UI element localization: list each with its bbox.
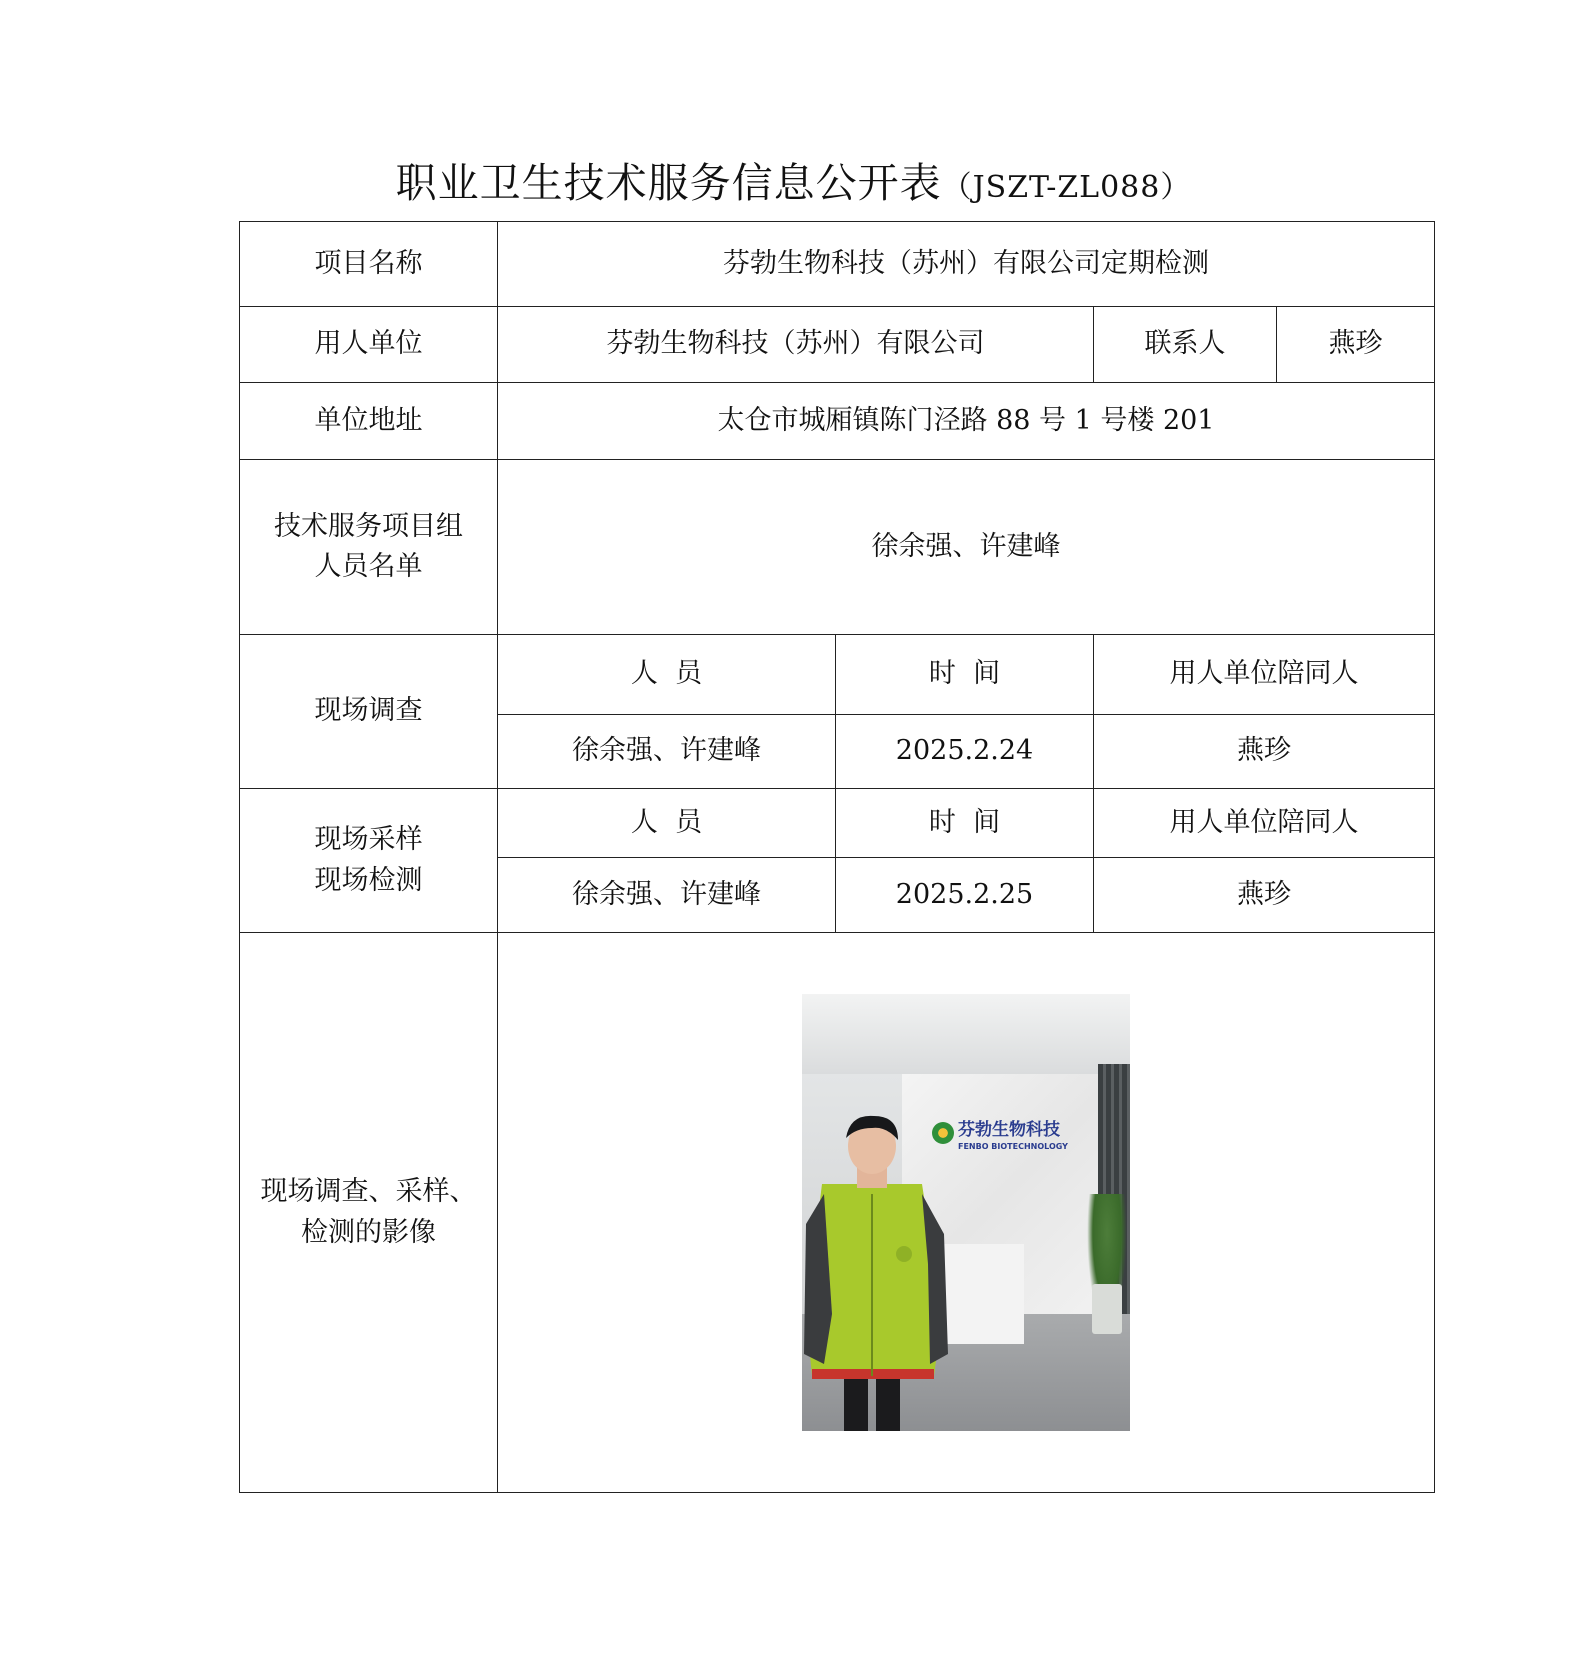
- team-label-line1: 技术服务项目组: [274, 510, 463, 542]
- row-images: [240, 933, 1435, 1493]
- site-photo: [802, 994, 1130, 1431]
- images-cell: [498, 933, 1435, 1493]
- survey-time: 2025.2.24: [836, 715, 1094, 789]
- row-project-name: [240, 222, 1435, 307]
- row-team: [240, 460, 1435, 635]
- contact-label: 联系人: [1094, 307, 1277, 383]
- survey-label: 现场调查: [240, 635, 498, 789]
- row-employer: [240, 307, 1435, 383]
- photo-logo-en: FENBO BIOTECHNOLOGY: [958, 1142, 1068, 1151]
- survey-companion: 燕珍: [1094, 715, 1435, 789]
- address-value: 太仓市城厢镇陈门泾路 88 号 1 号楼 201: [498, 383, 1435, 460]
- employer-value: 芬勃生物科技（苏州）有限公司: [498, 307, 1094, 383]
- sampling-col-companion: 用人单位陪同人: [1094, 789, 1435, 858]
- images-label: [240, 933, 498, 1493]
- info-table: [239, 221, 1435, 1493]
- survey-col-person: 人 员: [498, 635, 836, 715]
- images-label-line2: 检测的影像: [301, 1216, 436, 1248]
- photo-ceiling: [802, 994, 1130, 1074]
- team-label: [240, 460, 498, 635]
- sampling-time: 2025.2.25: [836, 858, 1094, 933]
- title-code: （JSZT-ZL088）: [941, 170, 1192, 205]
- survey-person: 徐余强、许建峰: [498, 715, 836, 789]
- survey-col-time: 时 间: [836, 635, 1094, 715]
- employer-label: 用人单位: [240, 307, 498, 383]
- sampling-col-person: 人 员: [498, 789, 836, 858]
- row-address: [240, 383, 1435, 460]
- sampling-label-line2: 现场检测: [314, 864, 423, 896]
- sampling-person: 徐余强、许建峰: [498, 858, 836, 933]
- title-main: 职业卫生技术服务信息公开表: [395, 159, 942, 207]
- sampling-label-line1: 现场采样: [314, 824, 423, 855]
- team-label-line2: 人员名单: [314, 551, 423, 582]
- project-name-label: 项目名称: [240, 222, 498, 307]
- survey-col-companion: 用人单位陪同人: [1094, 635, 1435, 715]
- team-value: 徐余强、许建峰: [498, 460, 1435, 635]
- row-survey-header: [240, 635, 1435, 715]
- sampling-companion: 燕珍: [1094, 858, 1435, 933]
- photo-plant-pot: [1092, 1284, 1122, 1334]
- sampling-label: [240, 789, 498, 933]
- row-sampling-header: [240, 789, 1435, 858]
- photo-person: [802, 1114, 952, 1431]
- images-label-line1: 现场调查、采样、: [260, 1176, 477, 1207]
- address-label: 单位地址: [240, 383, 498, 460]
- page-title: [0, 150, 1587, 209]
- project-name-value: 芬勃生物科技（苏州）有限公司定期检测: [498, 222, 1435, 307]
- sampling-col-time: 时 间: [836, 789, 1094, 858]
- photo-logo-cn: 芬勃生物科技: [958, 1120, 1060, 1140]
- contact-value: 燕珍: [1277, 307, 1435, 383]
